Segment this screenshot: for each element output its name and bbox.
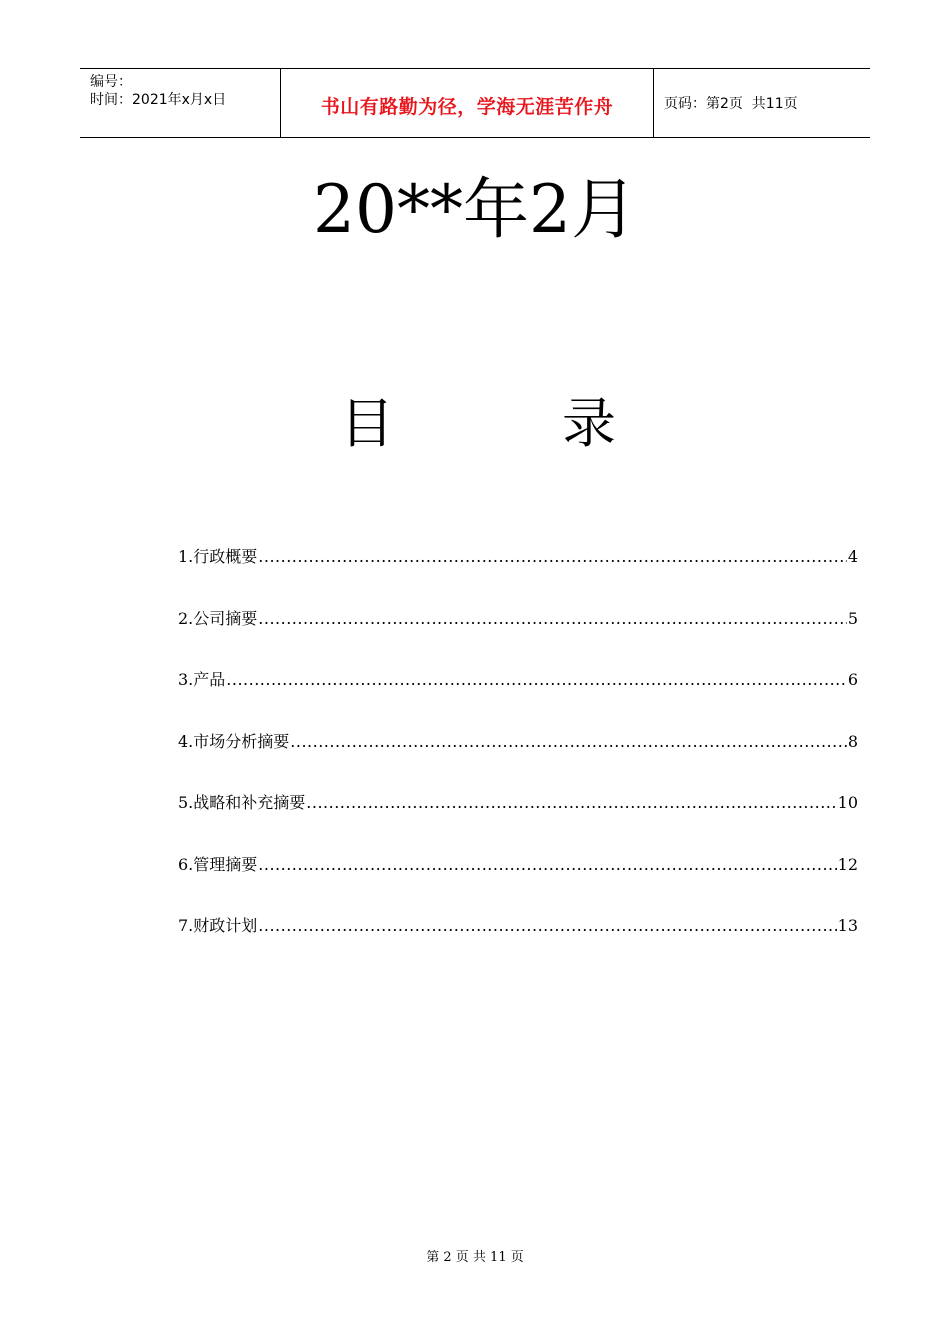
toc-entry-label: 4.市场分析摘要 [178,731,290,751]
page-header [80,68,870,138]
toc-entry-page: 13 [837,916,858,935]
toc-leader-dots [290,732,847,751]
toc-entry-label: 3.产品 [178,670,226,689]
toc-entry[interactable] [178,790,858,852]
header-motto: 书山有路勤为径，学海无涯苦作舟 [320,95,614,118]
toc-entry-label: 5.战略和补充摘要 [178,793,306,812]
toc-leader-dots [306,793,836,812]
toc-entry[interactable] [178,852,858,914]
toc-entry-page: 5 [847,608,858,628]
document-date-title: 20**年2月 [313,171,637,248]
toc-entry-page: 8 [847,731,858,751]
toc-leader-dots [258,855,836,874]
toc-entry-label: 6.管理摘要 [178,854,258,874]
toc-entry-page: 12 [837,854,858,874]
toc-leader-dots [258,609,847,628]
toc-entry[interactable] [178,729,858,791]
toc-leader-dots [258,916,836,935]
document-number-label: 编号： [90,74,132,90]
toc-entry-label: 1.行政概要 [178,547,258,566]
toc-title-char-2: 录 [562,392,616,455]
toc-entry[interactable] [178,606,858,668]
toc-entry-page: 4 [847,547,858,566]
header-page-cell [654,69,870,137]
toc-entry[interactable] [178,913,858,975]
header-meta-cell [80,69,281,137]
header-page-info: 页码：第2页 共11页 [664,96,798,112]
toc-leader-dots [226,670,847,689]
toc-entry-page: 6 [847,670,858,689]
toc-entry[interactable] [178,667,858,729]
toc-entry-label: 2.公司摘要 [178,608,258,628]
toc-entry-label: 7.财政计划 [178,916,258,935]
toc-entry[interactable] [178,544,858,606]
toc-entry-page: 10 [837,793,858,812]
toc-leader-dots [258,547,847,566]
header-motto-cell [281,69,654,137]
toc-title-char-1: 目 [340,392,394,455]
table-of-contents [178,544,858,975]
document-time-label: 时间：2021年x月x日 [90,92,227,108]
page-footer: 第 2 页 共 11 页 [426,1250,524,1265]
